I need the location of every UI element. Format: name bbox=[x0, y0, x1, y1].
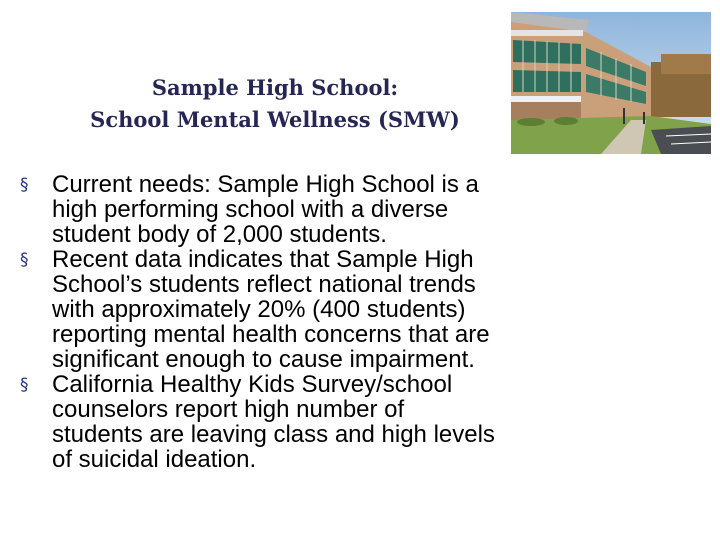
bullet-list bbox=[20, 172, 660, 472]
bullet-text-line: students are leaving class and high levels bbox=[52, 421, 495, 448]
bullet-item-recent-data bbox=[20, 247, 660, 372]
bullet-text-line: high performing school with a diverse bbox=[52, 196, 449, 223]
bullet-text-line: of suicidal ideation. bbox=[52, 446, 257, 473]
bullet-text-line: counselors report high number of bbox=[52, 396, 405, 423]
bullet-text-line: California Healthy Kids Survey/school bbox=[52, 371, 453, 398]
bullet-text-line: student body of 2,000 students. bbox=[52, 221, 387, 248]
bullet-item-healthy-kids-survey bbox=[20, 372, 660, 472]
school-building-photo bbox=[511, 12, 711, 154]
bullet-icon: § bbox=[20, 375, 29, 395]
bullet-text-line: with approximately 20% (400 students) bbox=[52, 296, 466, 323]
slide-title bbox=[40, 72, 510, 136]
bullet-text-line: reporting mental health concerns that are bbox=[52, 321, 490, 348]
bullet-text-line: Recent data indicates that Sample High bbox=[52, 246, 474, 273]
slide-title-line-2: School Mental Wellness (SMW) bbox=[90, 107, 460, 132]
bullet-text-line: Current needs: Sample High School is a bbox=[52, 171, 479, 198]
bullet-text-line: School’s students reflect national trends bbox=[52, 271, 476, 298]
bullet-text-line: significant enough to cause impairment. bbox=[52, 346, 475, 373]
bullet-item-current-needs bbox=[20, 172, 660, 247]
bullet-icon: § bbox=[20, 250, 29, 270]
slide-title-line-1: Sample High School: bbox=[151, 75, 399, 100]
bullet-icon: § bbox=[20, 175, 29, 195]
